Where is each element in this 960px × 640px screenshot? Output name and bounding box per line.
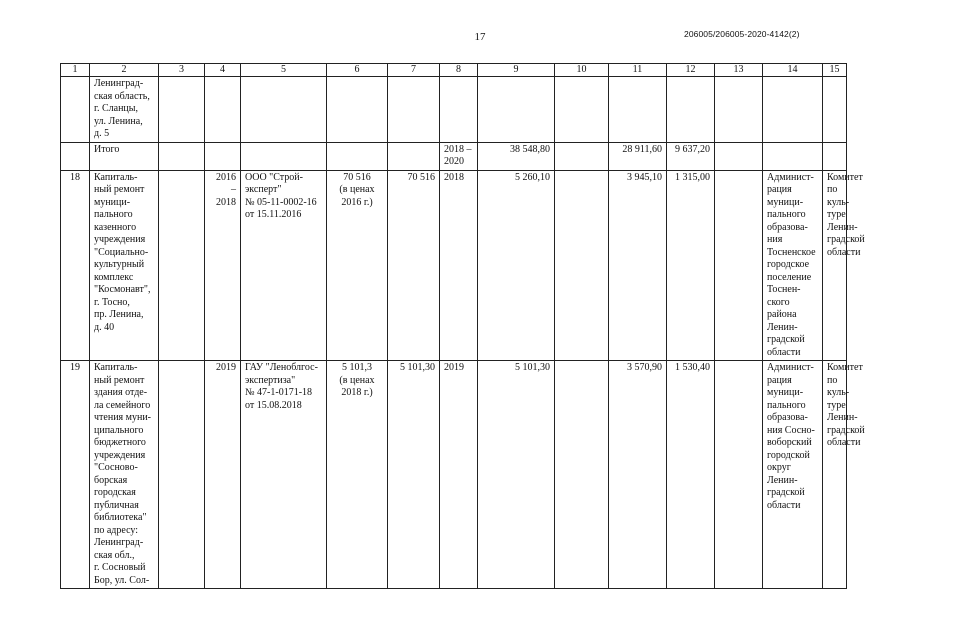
column-header: 13 xyxy=(715,64,763,77)
estimated-cost: 5 101,3 (в ценах 2018 г.) xyxy=(327,361,388,589)
recipient: Админист- рация муници- пального образова- ния Сосно- воборский городской округ Ленин- градской области xyxy=(763,361,823,589)
cell xyxy=(715,170,763,361)
column-header: 15 xyxy=(823,64,847,77)
responsible: Комитет по куль- туре Ленин- градской области xyxy=(823,361,847,589)
cell xyxy=(159,361,205,589)
row-number: 19 xyxy=(61,361,90,589)
object-address: Ленинград- ская область, г. Сланцы, ул. Ленина, д. 5 xyxy=(90,77,159,143)
total-local: 9 637,20 xyxy=(667,142,715,170)
column-header: 11 xyxy=(609,64,667,77)
continuation-row xyxy=(61,77,847,143)
cost-value: 70 516 xyxy=(388,170,440,361)
local-budget: 1 530,40 xyxy=(667,361,715,589)
column-header: 12 xyxy=(667,64,715,77)
document-id: 206005/206005-2020-4142(2) xyxy=(684,29,800,39)
column-header: 10 xyxy=(555,64,609,77)
total-amount: 38 548,80 xyxy=(478,142,555,170)
cell xyxy=(555,361,609,589)
column-number-row xyxy=(61,64,847,77)
table-row xyxy=(61,170,847,361)
column-header: 8 xyxy=(440,64,478,77)
total-label: Итого xyxy=(90,142,159,170)
column-header: 14 xyxy=(763,64,823,77)
implementation-year: 2018 xyxy=(440,170,478,361)
implementation-year: 2019 xyxy=(440,361,478,589)
column-header: 4 xyxy=(205,64,241,77)
estimated-cost: 70 516 (в ценах 2016 г.) xyxy=(327,170,388,361)
column-header: 9 xyxy=(478,64,555,77)
cell xyxy=(715,361,763,589)
responsible: Комитет по куль- туре Ленин- градской области xyxy=(823,170,847,361)
cell xyxy=(555,170,609,361)
column-header: 3 xyxy=(159,64,205,77)
expertise: ГАУ "Леноблгос- экспертиза" № 47-1-0171-18 от 15.08.2018 xyxy=(241,361,327,589)
local-budget: 1 315,00 xyxy=(667,170,715,361)
table-row xyxy=(61,361,847,589)
page-number: 17 xyxy=(474,31,486,43)
column-header: 5 xyxy=(241,64,327,77)
column-header: 2 xyxy=(90,64,159,77)
object-description: Капиталь- ный ремонт муници- пального казенного учреждения "Социально- культурный комплекс "Космонавт", г. Тосно, пр. Ленина, д. 40 xyxy=(90,170,159,361)
regional-budget: 3 570,90 xyxy=(609,361,667,589)
budget-table xyxy=(60,63,865,589)
total-row xyxy=(61,142,847,170)
column-header: 1 xyxy=(61,64,90,77)
design-period: 2016 – 2018 xyxy=(205,170,241,361)
cost-value: 5 101,30 xyxy=(388,361,440,589)
expertise: ООО "Строй- эксперт" № 05-11-0002-16 от 15.11.2016 xyxy=(241,170,327,361)
total-financing: 5 260,10 xyxy=(478,170,555,361)
design-period: 2019 xyxy=(205,361,241,589)
total-financing: 5 101,30 xyxy=(478,361,555,589)
regional-budget: 3 945,10 xyxy=(609,170,667,361)
cell xyxy=(159,170,205,361)
column-header: 7 xyxy=(388,64,440,77)
row-number: 18 xyxy=(61,170,90,361)
total-regional: 28 911,60 xyxy=(609,142,667,170)
total-period: 2018 – 2020 xyxy=(440,142,478,170)
recipient: Админист- рация муници- пального образова- ния Тосненское городское поселение Тоснен- ского района Ленин- градской области xyxy=(763,170,823,361)
object-description: Капиталь- ный ремонт здания отде- ла семейного чтения муни- ципального бюджетного учреждения "Сосново- борская городская публичная библиотека" по адресу: Ленинград- ская обл., г. Сосновый Бор, ул. Сол- xyxy=(90,361,159,589)
column-header: 6 xyxy=(327,64,388,77)
